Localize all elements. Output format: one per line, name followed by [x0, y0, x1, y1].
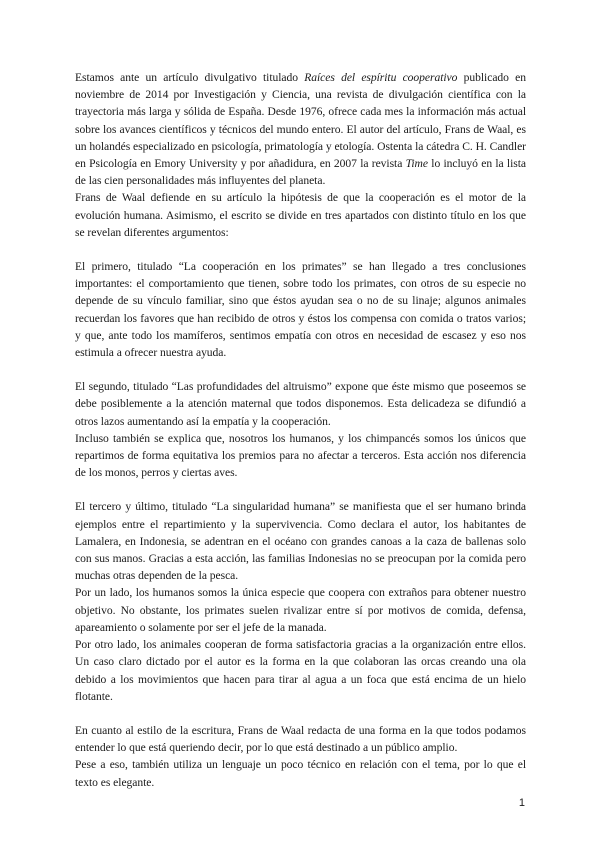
- paragraph-style: En cuanto al estilo de la escritura, Frans de Waal redacta de una forma en la que todos podamos entender lo que está queriendo decir, por lo que está destinado a un público amplio.: [75, 723, 526, 755]
- document-body: [75, 69, 526, 791]
- page-number: 1: [518, 797, 525, 809]
- paragraph-thesis: Frans de Waal defiende en su artículo la hipótesis de que la cooperación es el motor de la evolución humana. Asimismo, el escrito se divide en tres apartados con distinto título en los que se revelan diferentes argumentos:: [75, 191, 526, 239]
- paragraph-second-section-continued: Incluso también se explica que, nosotros los humanos, y los chimpancés somos los únicos que repartimos de forma equitativa los premios para no afectar a terceros. Esta acción nos diferencia de los monos, perros y ciertas aves.: [75, 431, 526, 480]
- paragraph-first-section: El primero, titulado “La cooperación en los primates” se han llegado a tres conclusiones importantes: el comportamiento que tienen, sobre todo los primates, con otros de su especie no depende de su vínculo familiar, sino que éstos ayudan sea o no de su linaje; algunos animales recuerdan los favores que han recibido de otros y éstos los compensa con comida o tratos varios; y que, ante todo los mamíferos, sentimos empatía con otros en necesidad de escasez y eso nos estimula a ofrecer nuestra ayuda.: [75, 260, 526, 360]
- magazine-name: Time: [405, 157, 428, 171]
- paragraph-third-section-humans: Por un lado, los humanos somos la única especie que coopera con extraños para obtener nuestro objetivo. No obstante, los primates suelen rivalizar entre sí por motivos de comida, defensa, apareamiento o solamente por ser el jefe de la manada.: [75, 586, 526, 634]
- paragraph-intro: [75, 69, 526, 189]
- intro-text-b: publicado en noviembre de 2014 por Investigación y Ciencia, una revista de divulgación científica con la trayectoria más larga y sólida de España. Desde 1976, ofrece cada mes la información más actual sobre los avances científicos y técnicos del mundo entero. El autor del artículo, Frans de Waal, es un holandés especializado en psicología, primatología y etología. Ostenta la cátedra C. H. Candler en Psicología en Emory University y por añadidura, en 2007 la revista: [75, 71, 526, 171]
- article-title: Raíces del espíritu cooperativo: [304, 71, 458, 84]
- intro-text-a: Estamos ante un artículo divulgativo titulado: [75, 71, 305, 84]
- paragraph-third-section: El tercero y último, titulado “La singularidad humana” se manifiesta que el ser humano brinda ejemplos entre el repartimiento y la supervivencia. Como declara el autor, los habitantes de Lamalera, en Indonesia, se adentran en el océano con grandes canoas a la caza de ballenas solo con sus manos. Gracias a esta acción, las familias Indonesias no se preocupan por la comida pero muchas otras dependen de la pesca.: [75, 500, 526, 583]
- paragraph-third-section-animals: Por otro lado, los animales cooperan de forma satisfactoria gracias a la organización entre ellos. Un caso claro dictado por el autor es la forma en la que colaboran las orcas creando una ola debido a los movimientos que hacen para tirar al agua a un foca que está encima de un hielo flotante.: [75, 638, 526, 703]
- paragraph-style-continued: Pese a eso, también utiliza un lenguaje un poco técnico en relación con el tema, por lo que el texto es elegante.: [75, 758, 526, 789]
- intro-text-c: lo incluyó en la lista de las cien personalidades más influyentes del planeta.: [75, 157, 526, 188]
- paragraph-second-section: El segundo, titulado “Las profundidades del altruismo” expone que éste mismo que poseemos se debe posiblemente a la atención maternal que todos disponemos. Esta delicadeza se difundió a otros lazos aumentando así la empatía y la cooperación.: [75, 380, 526, 428]
